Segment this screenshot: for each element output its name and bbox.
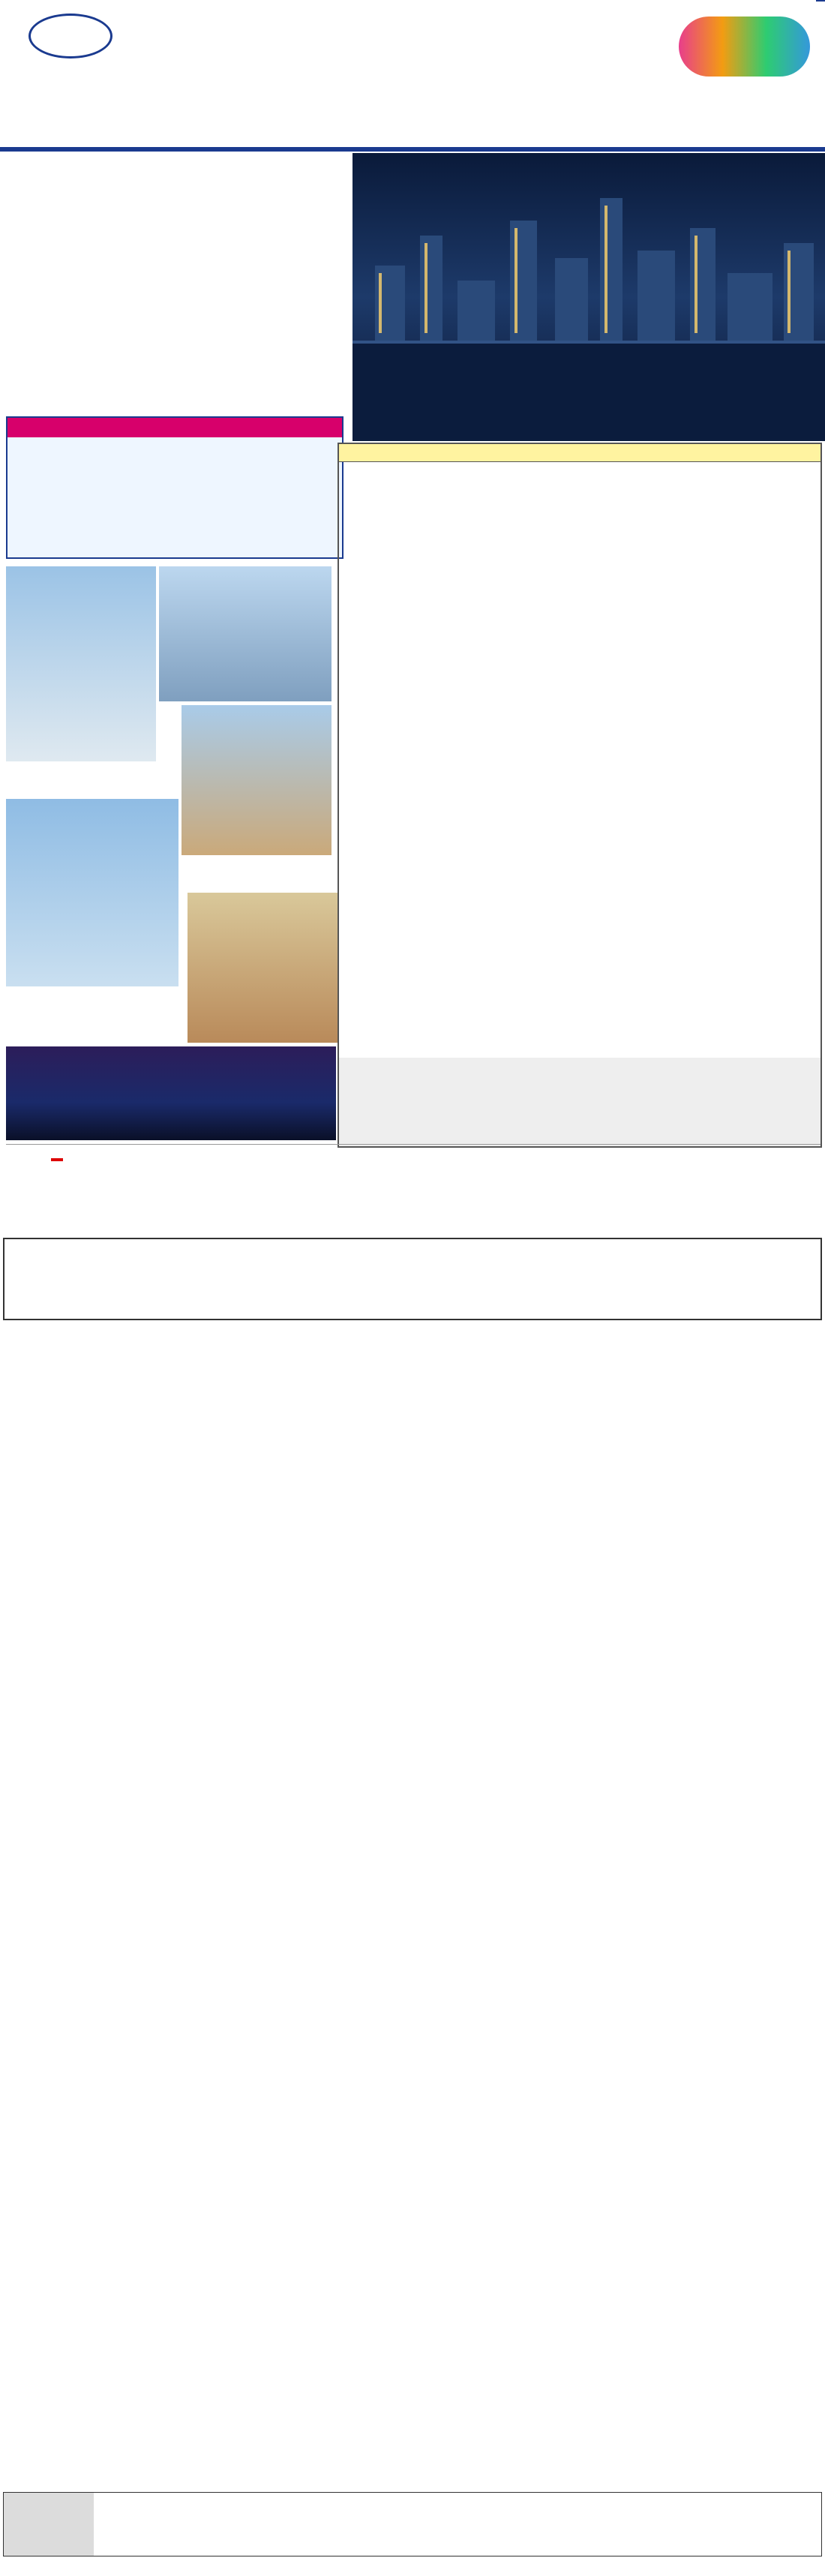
- holiday-header: [4, 2493, 94, 2556]
- hongkong-night-photo: [352, 153, 825, 441]
- recommend-box: [6, 416, 344, 559]
- skyline-illustration: [352, 153, 825, 441]
- joban-logo: [51, 1158, 63, 1161]
- symphony-photo: [6, 1046, 336, 1140]
- divider: [0, 147, 825, 152]
- brochure-footer: [6, 1144, 820, 1181]
- macau-tower-photo: [6, 799, 178, 986]
- holiday-section: [3, 2492, 822, 2556]
- senado-photo: [188, 893, 338, 1043]
- imakoso-logo: [679, 17, 810, 77]
- tram-photo: [6, 566, 156, 761]
- schedule-table: [338, 443, 822, 1148]
- st-paul-photo: [182, 705, 332, 855]
- info-intro: [3, 1238, 822, 1320]
- header: [0, 0, 825, 143]
- schedule-title: [339, 444, 820, 462]
- icc-photo: [159, 566, 332, 701]
- tour-number: [816, 0, 825, 2]
- shinsekai-logo: [28, 14, 112, 59]
- recommend-title: [8, 418, 342, 437]
- recommend-list: [8, 437, 342, 440]
- schedule-legend: [339, 1058, 820, 1146]
